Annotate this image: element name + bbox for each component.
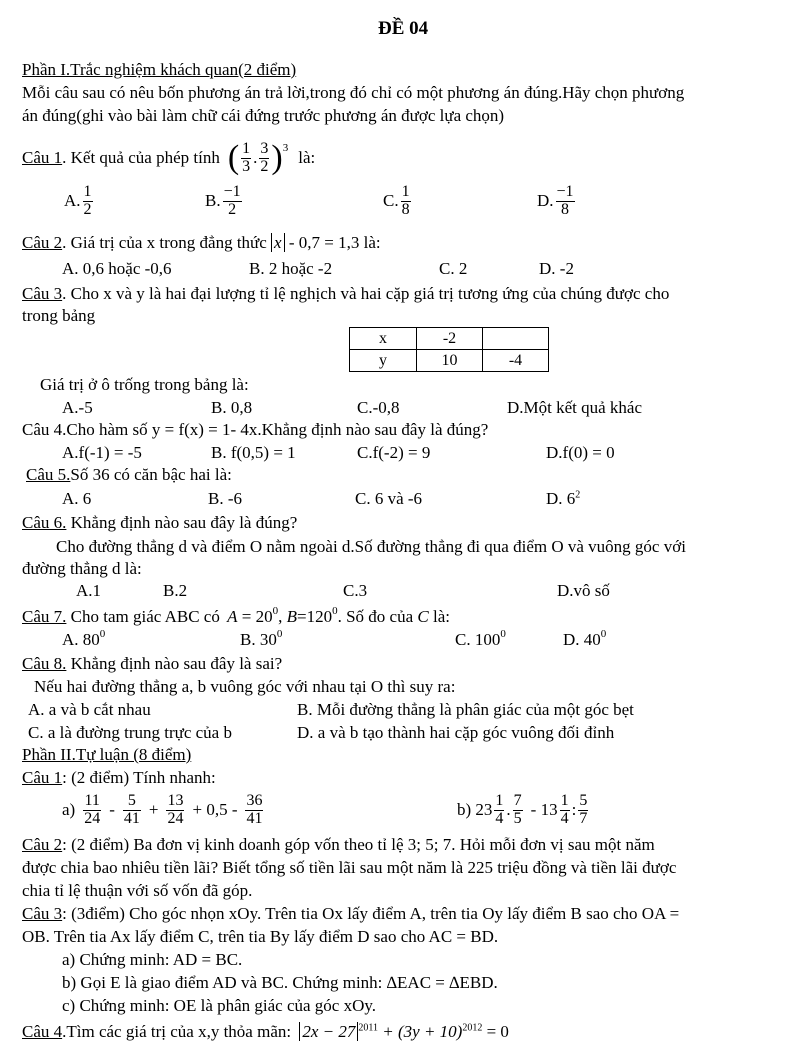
- table-cell: y: [350, 350, 417, 372]
- c1-statement: Câu 1: (2 điểm) Tính nhanh:: [22, 768, 216, 787]
- q6-label: Câu 6.: [22, 513, 67, 532]
- q6-option-c[interactable]: C.3: [343, 581, 368, 600]
- q7-option-d[interactable]: D. $40^0$: [563, 628, 607, 649]
- c3-line2: OB. Trên tia Ax lấy điểm C, trên tia By lấy điểm D sao cho AC = BD.: [22, 927, 499, 946]
- c1-label: Câu 1: [22, 768, 63, 787]
- q8-option-b[interactable]: B. Mỗi đường thẳng là phân giác của một góc bẹt: [297, 700, 634, 719]
- part2-heading: Phần II.Tự luận (8 điểm): [22, 745, 192, 764]
- q2-option-b[interactable]: B. 2 hoặc -2: [249, 259, 333, 278]
- c1-part-b: b) 23 $\frac{1}{4}$ . $\frac{7}{5}$ - 13 $\frac{1}{4}$ : $\frac{5}{7}$: [457, 791, 588, 827]
- table-row: [350, 350, 549, 372]
- q1-text: . Kết quả của phép tính: [62, 147, 220, 167]
- q7-option-c[interactable]: C. $100^0$: [455, 628, 506, 649]
- q5-option-a[interactable]: A. 6: [62, 489, 92, 508]
- c4-abs-expr: 2x − 27: [299, 1022, 358, 1041]
- q1-option-a[interactable]: A. $\frac{1}{2}$: [64, 183, 92, 218]
- q5-label: Câu 5.: [26, 465, 71, 484]
- c4-statement: Câu 4.Tìm các giá trị của x,y thỏa mãn: 2x − 27 $^{2011} + (3y + 10)^{2012} = 0$: [22, 1022, 509, 1041]
- q3-prompt: Giá trị ở ô trống trong bảng là:: [40, 375, 249, 394]
- q6-option-d[interactable]: D.vô số: [557, 581, 610, 600]
- q8-option-c[interactable]: C. a là đường trung trực của b: [28, 723, 232, 742]
- q1-power: 3: [282, 142, 289, 154]
- q8-option-d[interactable]: D. a và b tạo thành hai cặp góc vuông đối đỉnh: [297, 723, 615, 742]
- part1-instruction-line1: Mỗi câu sau có nêu bốn phương án trả lời,trong đó chỉ có một phương án đúng.Hãy chọn phương: [22, 83, 685, 102]
- table-cell: -2: [417, 328, 483, 350]
- table-cell-empty: [483, 328, 549, 350]
- q8-statement: Câu 8. Khẳng định nào sau đây là sai?: [22, 654, 283, 673]
- paren-close: ): [271, 138, 283, 176]
- q6-statement: Câu 6. Khẳng định nào sau đây là đúng?: [22, 513, 298, 532]
- c1-part-a: a) $\frac{11}{24}$ - $\frac{5}{41}$ + $\frac{13}{24}$ + 0,5 - $\frac{36}{41}$: [62, 791, 263, 827]
- q3-value-table: [349, 327, 549, 372]
- q7-statement: Câu 7. Cho tam giác ABC có $A = 20^0$, $B=120^0$. Số đo của C là:: [22, 605, 450, 626]
- q4-statement: Câu 4.Cho hàm số y = f(x) = 1- 4x.Khẳng định nào sau đây là đúng?: [22, 420, 489, 439]
- q8-label: Câu 8.: [22, 654, 67, 673]
- q2-label: Câu 2: [22, 233, 63, 252]
- q1-option-c[interactable]: C. $\frac{1}{8}$: [383, 183, 410, 218]
- q2-option-a[interactable]: A. 0,6 hoặc -0,6: [62, 259, 172, 278]
- q1-dot: .: [253, 147, 258, 167]
- q5-statement: Câu 5.Số 36 có căn bậc hai là:: [26, 465, 232, 484]
- q6-body-line2: đường thẳng d là:: [22, 559, 142, 578]
- q5-option-d[interactable]: D. $6^2$: [546, 489, 581, 508]
- q3-option-c[interactable]: C.-0,8: [357, 398, 400, 417]
- q1-frac1: $\frac{1}{3}$: [242, 139, 251, 175]
- page-title: ĐỀ 04: [378, 18, 429, 39]
- q3-option-b[interactable]: B. 0,8: [211, 398, 253, 417]
- q3-option-d[interactable]: D.Một kết quả khác: [507, 398, 643, 417]
- q1-frac2: $\frac{3}{2}$: [260, 139, 269, 175]
- q3-statement-line2: trong bảng: [22, 306, 96, 325]
- q1-option-d[interactable]: D. $\frac{-1}{8}$: [537, 183, 574, 218]
- q2-option-d[interactable]: D. -2: [539, 259, 574, 278]
- q1-label: Câu 1: [22, 147, 63, 167]
- c2-line2: được chia bao nhiêu tiền lãi? Biết tổng số tiền lãi sau một năm là 225 triệu đồng và tiền lãi được: [22, 858, 677, 877]
- q6-option-a[interactable]: A.1: [76, 581, 102, 600]
- c3-part-a: a) Chứng minh: AD = BC.: [62, 950, 243, 969]
- q7-label: Câu 7.: [22, 607, 67, 626]
- q6-body-line1: Cho đường thẳng d và điểm O nằm ngoài d.Số đường thẳng đi qua điểm O và vuông góc với: [56, 537, 686, 556]
- q8-body: Nếu hai đường thẳng a, b vuông góc với nhau tại O thì suy ra:: [34, 677, 456, 696]
- q2-option-c[interactable]: C. 2: [439, 259, 468, 278]
- q4-option-d[interactable]: D.f(0) = 0: [546, 443, 615, 462]
- q1-tail: là:: [298, 147, 316, 167]
- q7-option-b[interactable]: B. $30^0$: [240, 628, 283, 649]
- c4-label: Câu 4: [22, 1022, 63, 1041]
- q5-option-c[interactable]: C. 6 và -6: [355, 489, 423, 508]
- c2-line3: chia tỉ lệ thuận với số vốn đã góp.: [22, 881, 253, 900]
- q8-option-a[interactable]: A. a và b cắt nhau: [28, 700, 151, 719]
- c2-label: Câu 2: [22, 835, 63, 854]
- q6-option-b[interactable]: B.2: [163, 581, 188, 600]
- table-row: [350, 328, 549, 350]
- q2-statement: Câu 2. Giá trị của x trong đẳng thức x - 0,7 = 1,3 là:: [22, 233, 381, 252]
- c3-part-b: b) Gọi E là giao điểm AD và BC. Chứng minh: ∆EAC = ∆EBD.: [62, 973, 498, 992]
- table-cell: x: [350, 328, 417, 350]
- paren-open: (: [227, 138, 240, 176]
- table-cell: 10: [417, 350, 483, 372]
- q4-option-c[interactable]: C.f(-2) = 9: [357, 443, 431, 462]
- c3-label: Câu 3: [22, 904, 63, 923]
- q4-option-a[interactable]: A.f(-1) = -5: [62, 443, 142, 462]
- c2-line1: Câu 2: (2 điểm) Ba đơn vị kinh doanh góp vốn theo tỉ lệ 3; 5; 7. Hỏi mỗi đơn vị sau một năm: [22, 835, 655, 854]
- q1-option-b[interactable]: B. $\frac{-1}{2}$: [205, 183, 241, 218]
- q3-label: Câu 3: [22, 284, 63, 303]
- part1-instruction-line2: án đúng(ghi vào bài làm chữ cái đứng trước phương án được lựa chọn): [22, 106, 505, 125]
- q1-statement: [22, 134, 315, 182]
- q5-option-b[interactable]: B. -6: [208, 489, 242, 508]
- part1-heading: Phần I.Trắc nghiệm khách quan(2 điểm): [22, 60, 297, 79]
- q7-option-a[interactable]: A. $80^0$: [62, 628, 106, 649]
- q3-option-a[interactable]: A.-5: [62, 398, 93, 417]
- q3-statement-line1: Câu 3. Cho x và y là hai đại lượng tỉ lệ nghịch và hai cặp giá trị tương ứng của chúng được cho: [22, 284, 670, 303]
- c3-line1: Câu 3: (3điểm) Cho góc nhọn xOy. Trên tia Ox lấy điểm A, trên tia Oy lấy điểm B sao cho OA =: [22, 904, 680, 923]
- q2-abs-x: x: [271, 233, 285, 252]
- table-cell: -4: [483, 350, 549, 372]
- c3-part-c: c) Chứng minh: OE là phân giác của góc xOy.: [62, 996, 377, 1015]
- q4-option-b[interactable]: B. f(0,5) = 1: [211, 443, 296, 462]
